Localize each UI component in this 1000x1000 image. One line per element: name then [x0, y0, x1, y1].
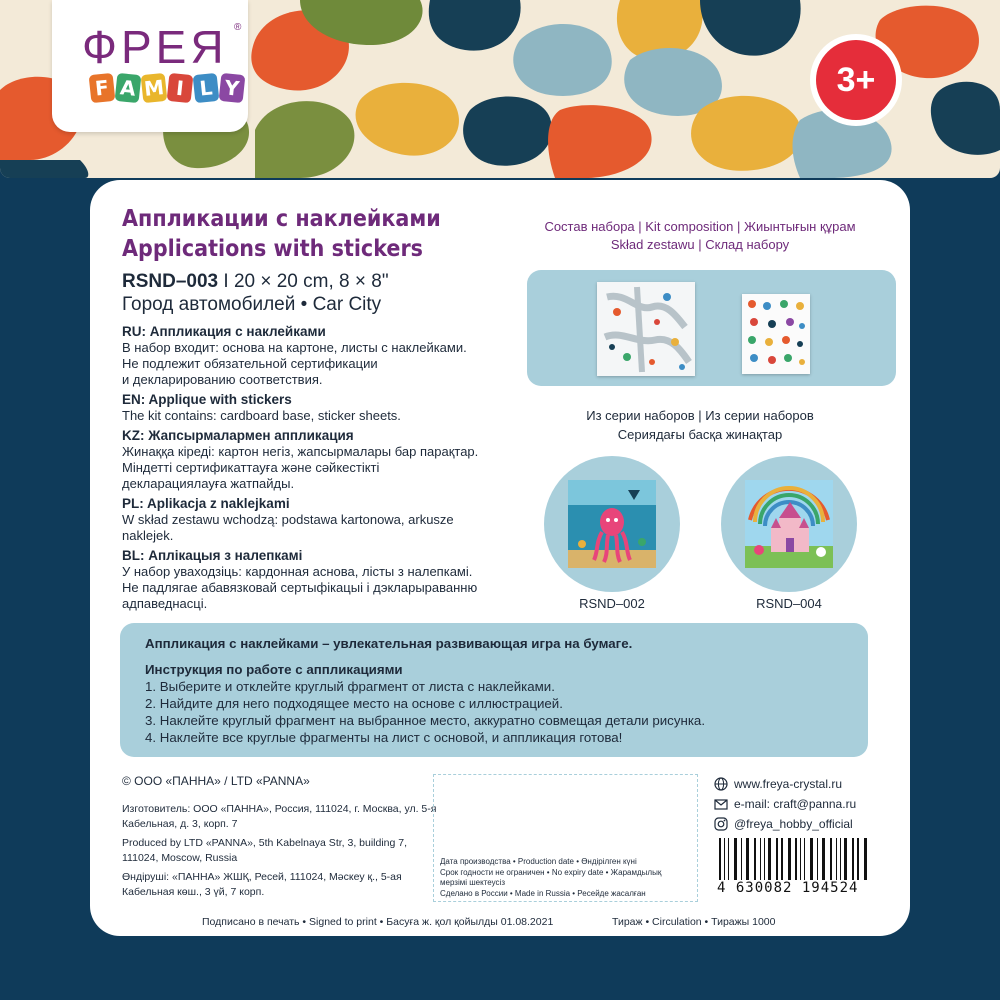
- instruction-step: 4. Наклейте все круглые фрагменты на лист с основой, и аппликация готова!: [145, 730, 623, 745]
- barcode-bar: [776, 838, 778, 882]
- contacts: [714, 774, 856, 834]
- instructions-lead: Аппликация с наклейками – увлекательная развивающая игра на бумаге.: [145, 636, 633, 651]
- barcode-bar: [864, 838, 867, 882]
- barcode-bar: [844, 838, 847, 882]
- instructions-panel: [120, 623, 868, 757]
- copyright: © ООО «ПАННА» / LTD «PANNA»: [122, 774, 310, 788]
- description-line: Не подлежит обязательной сертификации: [122, 356, 378, 371]
- info-card: [90, 180, 910, 936]
- family-letter: I: [167, 73, 194, 103]
- product-sku-line: [122, 271, 389, 293]
- family-letter: A: [115, 73, 142, 103]
- description-line: адпаведнасці.: [122, 596, 208, 611]
- email-row: [714, 794, 856, 814]
- description-line: декларациялауға жатпайды.: [122, 476, 295, 491]
- barcode-bar: [852, 838, 854, 882]
- series-line: Из серии наборов | Из серии наборов: [586, 408, 814, 423]
- date-line: Срок годности не ограничен • No expiry date • Жарамдылық: [440, 867, 662, 877]
- product-size: I 20 × 20 cm, 8 × 8": [218, 271, 389, 292]
- description-line: Не падлягае абавязковай сертыфікацыі і дэкларыраванню: [122, 580, 478, 595]
- barcode-bar: [795, 838, 797, 882]
- barcode-bar: [830, 838, 832, 882]
- instagram-icon: [714, 817, 728, 831]
- registered-mark: ®: [234, 22, 242, 33]
- family-letter: Y: [219, 73, 246, 103]
- barcode-bar: [768, 838, 771, 882]
- product-name: Город автомобилей • Car City: [122, 294, 382, 315]
- instagram-row: [714, 814, 856, 834]
- manufacturer-line: Изготовитель: ООО «ПАННА», Россия, 111024, г. Москва, ул. 5-я Кабельная, д. 3, корп. 7: [122, 803, 437, 830]
- description-block: [122, 324, 522, 388]
- instructions-heading: Инструкция по работе с аппликациями: [145, 662, 403, 677]
- instruction-step: 1. Выберите и отклейте круглый фрагмент от листа с наклейками.: [145, 679, 555, 694]
- description-line: W skład zestawu wchodzą: podstawa kartonowa, arkusze: [122, 512, 454, 527]
- description-block: [122, 548, 522, 612]
- barcode-bar: [719, 838, 721, 882]
- instruction-step: 3. Наклейте круглый фрагмент на выбранное место, аккуратно совмещая детали рисунка.: [145, 713, 706, 728]
- family-wordmark: [90, 74, 244, 102]
- description-line: и декларированию соответствия.: [122, 372, 323, 387]
- kit-composition-title: [510, 218, 890, 254]
- description-heading: KZ: Жапсырмалармен аппликация: [122, 428, 354, 443]
- date-line: Дата производства • Production date • Өндірілген күні: [440, 857, 637, 866]
- manufacturer-info: [122, 802, 442, 904]
- family-letter: F: [89, 73, 116, 103]
- barcode-bar: [840, 838, 841, 882]
- barcode-bar: [810, 838, 813, 882]
- description-line: У набор уваходзіць: кардонная аснова, лісты з налепкамі.: [122, 564, 473, 579]
- description-heading: EN: Applique with stickers: [122, 392, 292, 407]
- barcode-number: 4 630082 194524: [715, 880, 885, 896]
- manufacturer-line: Produced by LTD «PANNA», 5th Kabelnaya Str, 3, building 7, 111024, Moscow, Russia: [122, 837, 408, 864]
- barcode-bar: [741, 838, 742, 882]
- instruction-step: 2. Найдите для него подходящее место на основе с иллюстрацией.: [145, 696, 563, 711]
- product-title-en: Applications with stickers: [122, 236, 423, 262]
- description-block: [122, 428, 522, 492]
- base-sheet-image: [597, 282, 695, 376]
- kit-composition-line: Skład zestawu | Склад набору: [610, 237, 790, 252]
- series-title: [510, 406, 890, 444]
- barcode-bar: [788, 838, 791, 882]
- barcode-bar: [754, 838, 756, 882]
- descriptions: [122, 324, 522, 616]
- kit-composition-panel: [527, 270, 896, 386]
- barcode-bar: [734, 838, 737, 882]
- website-row: [714, 774, 856, 794]
- description-block: [122, 496, 522, 544]
- mail-icon: [714, 797, 728, 811]
- brand-logo: ФРЕЯ: [82, 21, 228, 73]
- description-line: В набор входит: основа на картоне, листы с наклейками.: [122, 340, 467, 355]
- series-item-circle: [544, 456, 680, 592]
- barcode-bar: [764, 838, 765, 882]
- production-date-box: [433, 774, 698, 902]
- barcode-bar: [817, 838, 818, 882]
- barcode-bar: [804, 838, 805, 882]
- brand-logo-card: [52, 0, 248, 132]
- description-line: The kit contains: cardboard base, sticker sheets.: [122, 408, 401, 423]
- kit-composition-line: Состав набора | Kit composition | Жиынтығын құрам: [544, 219, 856, 234]
- email-link[interactable]: e-mail: craft@panna.ru: [734, 797, 857, 811]
- manufacturer-line: Өндіруші: «ПАННА» ЖШҚ, Ресей, 111024, Мәскеу қ., 5-ая Кабельная көш., 3 үй, 7 корп.: [122, 871, 402, 898]
- barcode-bar: [836, 838, 837, 882]
- series-item-sku: RSND–002: [579, 596, 645, 611]
- description-line: Міндетті сертификаттауға және сәйкестікті: [122, 460, 380, 475]
- description-block: [122, 392, 522, 424]
- description-heading: RU: Аппликация с наклейками: [122, 324, 326, 339]
- family-letter: M: [141, 73, 168, 103]
- signed-to-print: Подписано в печать • Signed to print • Басуға ж. қол қойылды 01.08.2021: [202, 916, 554, 928]
- barcode-bar: [760, 838, 761, 882]
- family-letter: L: [193, 73, 220, 103]
- series-item-sku: RSND–004: [756, 596, 822, 611]
- date-line: мерзімі шектеусіз: [440, 878, 505, 887]
- product-sku: RSND–003: [122, 271, 219, 292]
- sticker-sheet-image: [742, 294, 810, 374]
- age-badge: [810, 34, 902, 126]
- website-link[interactable]: www.freya-crystal.ru: [734, 777, 843, 791]
- barcode-bar: [724, 838, 725, 882]
- barcode-bar: [800, 838, 801, 882]
- barcode-bar: [728, 838, 729, 882]
- sea-kit-image: [568, 480, 656, 568]
- instagram-link[interactable]: @freya_hobby_official: [734, 817, 853, 831]
- description-line: naklejek.: [122, 528, 174, 543]
- date-line: Сделано в России • Made in Russia • Ресейде жасалған: [440, 888, 646, 898]
- product-title-ru: Аппликации с наклейками: [122, 206, 441, 232]
- description-heading: BL: Аплікацыя з налепкамі: [122, 548, 303, 563]
- description-heading: PL: Aplikacja z naklejkami: [122, 496, 290, 511]
- barcode-bar: [781, 838, 783, 882]
- age-label: 3+: [816, 40, 896, 120]
- series-item-circle: [721, 456, 857, 592]
- barcode-bar: [857, 838, 859, 882]
- series-line: Сериядағы басқа жинақтар: [617, 427, 783, 442]
- castle-kit-image: [745, 480, 833, 568]
- barcode-bar: [822, 838, 825, 882]
- circulation: Тираж • Circulation • Тиражы 1000: [612, 916, 776, 928]
- description-line: Жинаққа кіреді: картон негіз, жапсырмалары бар парақтар.: [122, 444, 479, 459]
- globe-icon: [714, 777, 728, 791]
- barcode-bar: [746, 838, 749, 882]
